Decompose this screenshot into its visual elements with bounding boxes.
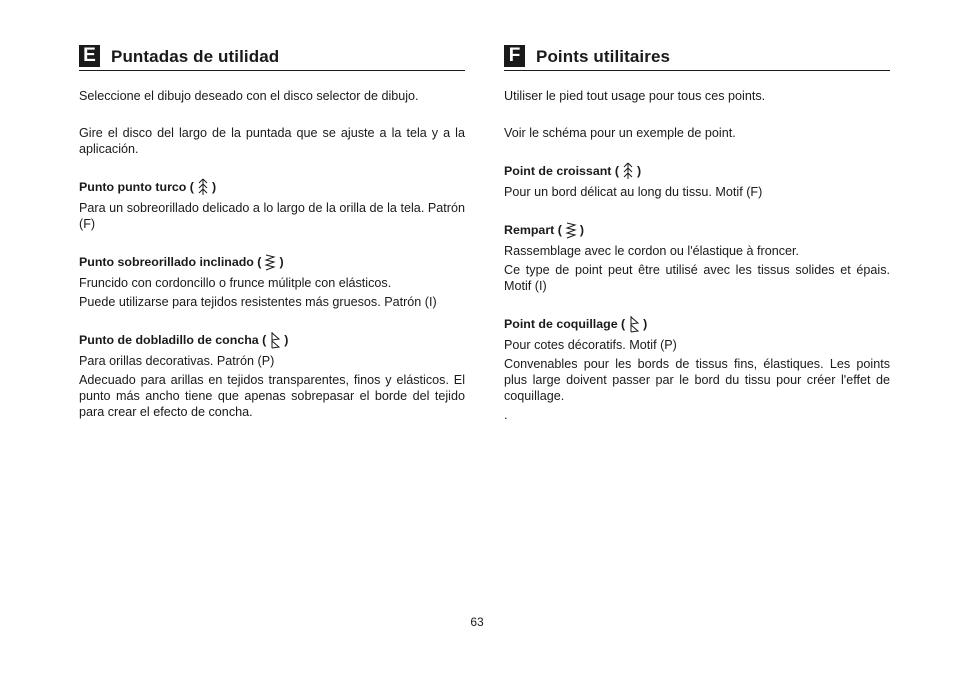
coquillage-text-1: Pour cotes décoratifs. Motif (P): [504, 338, 677, 352]
slant-overedge-stitch-icon: [264, 253, 276, 271]
concha-text-1: Para orillas decorativas. Patrón (P): [79, 354, 275, 368]
section-badge-f: F: [504, 45, 525, 67]
trailing-period: .: [504, 408, 508, 422]
subheading-close: ): [636, 164, 642, 178]
intro-paragraph-2: Voir le schéma pour un exemple de point.: [504, 126, 736, 140]
subheading-close: ): [284, 333, 289, 347]
section-title-e: Puntadas de utilidad: [111, 46, 280, 66]
subheading-coquillage: [504, 315, 890, 333]
subheading-close: ): [279, 255, 284, 269]
feather-stitch-icon: [622, 162, 634, 180]
concha-text-2: Adecuado para arillas en tejidos transparentes, finos y elásticos. El punto más ancho tiene que apenas sobrepasar el borde del tejido para crear el efecto de concha.: [79, 373, 465, 419]
subheading-text: Point de coquillage (: [504, 317, 626, 331]
coquillage-text-2: Convenables pour les bords de tissus fins, élastiques. Les points plus large doivent passer par le bord du tissu pour créer l'effet de coquillage.: [504, 357, 890, 403]
column-spanish: [79, 44, 465, 420]
feather-stitch-icon: [197, 178, 209, 196]
subheading-text: Punto sobreorillado inclinado (: [79, 255, 262, 269]
slant-overedge-stitch-icon: [565, 221, 577, 239]
croissant-text: Pour un bord délicat au long du tissu. Motif (F): [504, 185, 763, 199]
shell-hem-stitch-icon: [628, 315, 640, 333]
column-french: [504, 44, 890, 423]
subheading-close: ): [643, 317, 648, 331]
section-title-f: Points utilitaires: [536, 46, 671, 66]
subheading-text: Punto punto turco (: [79, 180, 194, 194]
page-number: 63: [470, 615, 484, 629]
section-badge-e: E: [79, 45, 100, 67]
intro-paragraph-1: Utiliser le pied tout usage pour tous ces points.: [504, 89, 766, 103]
rempart-text-2: Ce type de point peut être utilisé avec les tissus solides et épais. Motif (I): [504, 263, 890, 293]
rempart-text-1: Rassemblage avec le cordon ou l'élastique à froncer.: [504, 244, 800, 258]
subheading-text: Rempart (: [504, 223, 562, 237]
intro-paragraph-1: Seleccione el dibujo deseado con el disco selector de dibujo.: [79, 89, 419, 103]
sobreorillado-text-2: Puede utilizarse para tejidos resistentes más gruesos. Patrón (I): [79, 295, 437, 309]
subheading-close: ): [211, 180, 217, 194]
subheading-croissant: [504, 162, 890, 180]
subheading-sobreorillado: [79, 253, 465, 271]
subheading-text: Point de croissant (: [504, 164, 619, 178]
subheading-text: Punto de dobladillo de concha (: [79, 333, 267, 347]
subheading-rempart: [504, 221, 890, 239]
subheading-close: ): [579, 223, 584, 237]
intro-paragraph-2: Gire el disco del largo de la puntada que se ajuste a la tela y a la aplicación.: [79, 126, 465, 156]
shell-hem-stitch-icon: [269, 331, 281, 349]
sobreorillado-text-1: Fruncido con cordoncillo o frunce múlitple con elásticos.: [79, 276, 392, 290]
section-header-e: [79, 44, 465, 71]
punto-turco-text: Para un sobreorillado delicado a lo largo de la orilla de la tela. Patrón (F): [79, 201, 465, 231]
section-header-f: [504, 44, 890, 71]
subheading-concha: [79, 331, 465, 349]
subheading-punto-turco: [79, 178, 465, 196]
